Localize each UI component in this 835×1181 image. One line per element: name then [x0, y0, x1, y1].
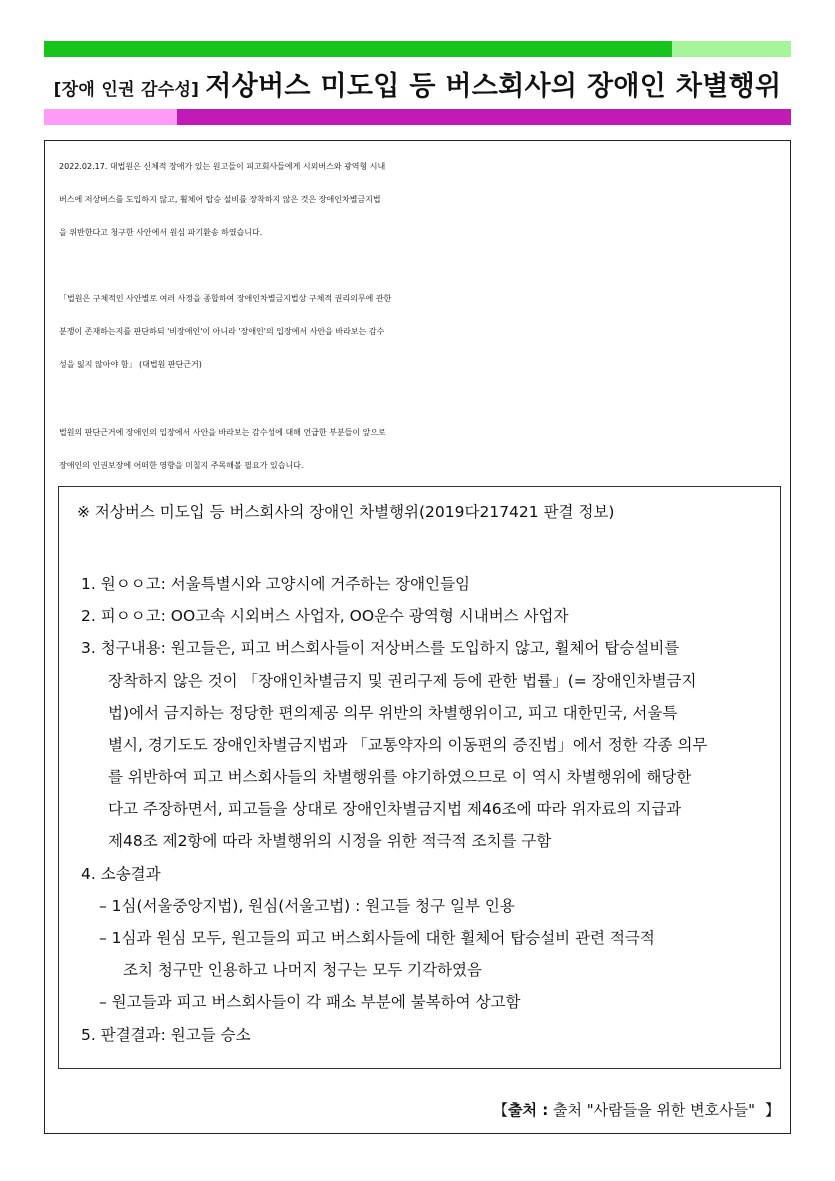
case-result-sub: – 1심과 원심 모두, 원고들의 피고 버스회사들에 대한 휠체어 탑승설비 관련 적극적 [99, 929, 655, 947]
case-item-claim-line: 장착하지 않은 것이 「장애인차별금지 및 권리구제 등에 관한 법률」(= 장애인차별금지 [108, 672, 697, 690]
quote-line: 분쟁이 존재하는지를 판단하되 '비장애인'이 아니라 '장애인'의 입장에서 사안을 바라보는 감수 [59, 327, 385, 336]
title-text: 저상버스 미도입 등 버스회사의 장애인 차별행위 [205, 71, 782, 102]
case-item-claim: 3. 청구내용: 원고들은, 피고 버스회사들이 저상버스를 도입하지 않고, 휠체어 탑승설비를 [81, 639, 680, 657]
source-bracket-close: 】 [764, 1101, 780, 1119]
case-item-defendant: 2. 피ㅇㅇ고: OO고속 시외버스 사업자, OO운수 광역형 시내버스 사업자 [81, 607, 569, 625]
case-item-claim-line: 법)에서 금지하는 정당한 편의제공 의무 위반의 차별행위이고, 피고 대한민국, 서울특 [108, 704, 678, 722]
case-item-claim-line: 제48조 제2항에 따라 차별행위의 시정을 위한 적극적 조치를 구함 [108, 832, 552, 850]
source-label: 출처 : [508, 1101, 549, 1119]
header-bottom-bar-purple [177, 109, 791, 125]
case-heading: ※ 저상버스 미도입 등 버스회사의 장애인 차별행위(2019다217421 판결 정보) [77, 503, 615, 521]
case-item-verdict: 5. 판결결과: 원고들 승소 [81, 1026, 251, 1044]
source-note [493, 1099, 780, 1120]
header-top-bar-light [672, 41, 791, 57]
comment-line: 법원의 판단근거에 장애인의 입장에서 사안을 바라보는 감수성에 대해 언급한 부분들이 앞으로 [59, 428, 386, 437]
quote-line: 「법원은 구체적인 사안별로 여러 사정을 종합하여 장애인차별금지법상 구체적 권리의무에 관한 [59, 294, 392, 303]
case-info-box [58, 486, 781, 1069]
source-bracket-open: 【 [493, 1101, 509, 1119]
comment-paragraph [59, 416, 783, 482]
case-item-claim-line: 를 위반하여 피고 버스회사들의 차별행위를 야기하였으므로 이 역시 차별행위에 해당한 [108, 768, 692, 786]
header [44, 60, 791, 106]
case-item-claim-line: 별시, 경기도도 장애인차별금지법과 「교통약자의 이동편의 증진법」에서 정한 각종 의무 [108, 736, 708, 754]
intro-line: 버스에 저상버스를 도입하지 않고, 휠체어 탑승 설비를 장착하지 않은 것은 장애인차별금지법 [59, 195, 381, 204]
content-box [44, 140, 791, 1134]
page-title [44, 64, 791, 103]
header-top-bar-green [44, 41, 672, 57]
comment-line: 장애인의 인권보장에 어떠한 영향을 미칠지 주목해볼 필요가 있습니다. [59, 461, 304, 470]
case-result-sub: – 1심(서울중앙지법), 원심(서울고법) : 원고들 청구 일부 인용 [99, 897, 515, 915]
intro-line: 2022.02.17. 대법원은 신체적 장애가 있는 원고들이 피고회사들에게 시외버스와 광역형 시내 [59, 162, 386, 171]
quote-line: 성을 잃지 않아야 함」 (대법원 판단근거) [59, 360, 202, 369]
case-item-claim-line: 다고 주장하면서, 피고들을 상대로 장애인차별금지법 제46조에 따라 위자료의 지급과 [108, 800, 682, 818]
case-result-sub: – 원고들과 피고 버스회사들이 각 패소 부분에 불복하여 상고함 [99, 993, 521, 1011]
case-result-sub-cont: 조치 청구만 인용하고 나머지 청구는 모두 기각하였음 [123, 961, 482, 979]
source-text: 출처 "사람들을 위한 변호사들" [548, 1101, 755, 1119]
intro-line: 을 위반한다고 청구한 사안에서 원심 파기환송 하였습니다. [59, 228, 263, 237]
header-bottom-bar-pink [44, 109, 177, 125]
intro-paragraph [59, 150, 783, 249]
case-item-result: 4. 소송결과 [81, 865, 161, 883]
case-item-plaintiff: 1. 원ㅇㅇ고: 서울특별시와 고양시에 거주하는 장애인들임 [81, 575, 471, 593]
quote-paragraph [59, 282, 783, 381]
title-tag: [장애 인권 감수성] [53, 80, 200, 100]
